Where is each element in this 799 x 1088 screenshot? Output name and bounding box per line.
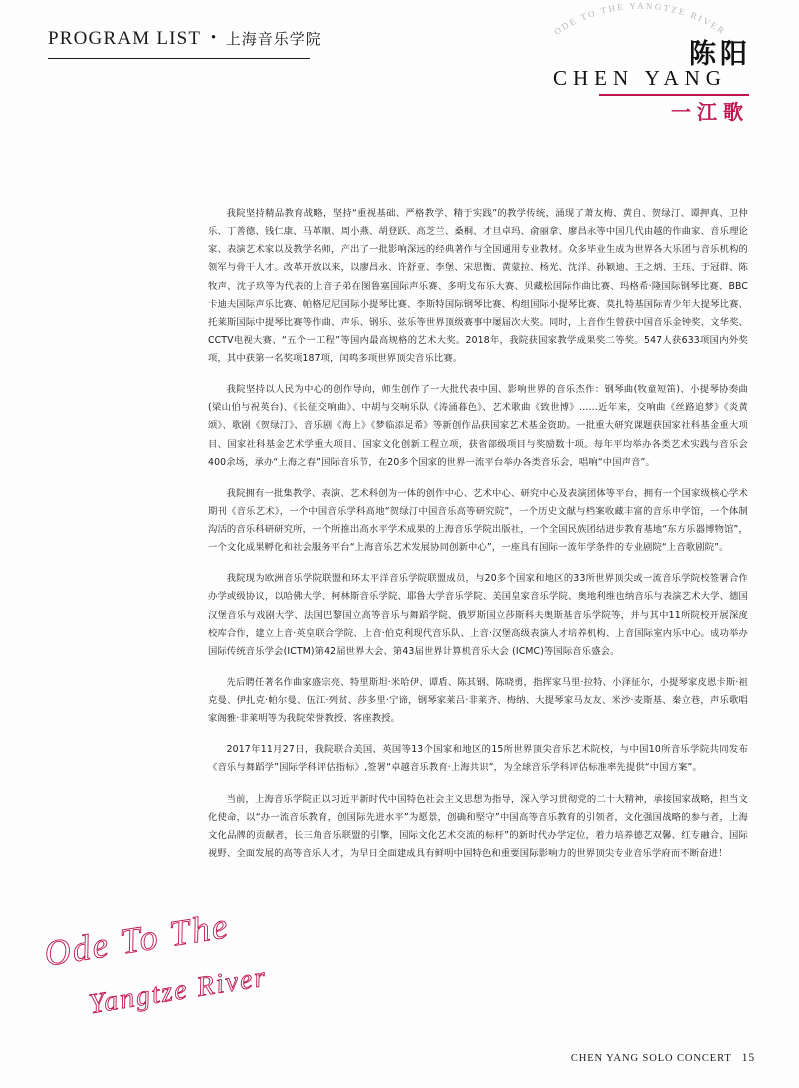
paragraph: 我院坚持精品教育战略，坚持“重视基础、严格教学、精于实践”的教学传统，涌现了萧友梅、黄自、贺绿汀、谭押真、卫仲乐、丁善德、钱仁康、马革顺、周小燕、胡登跃、高芝兰、桑桐、才旦卓玛、俞丽拿、廖昌永等中国几代由越的作曲家、音乐理论家、表演艺术家以及教学名师，产出了一批影响深远的经典著作与全国通用专业教材。众多毕业生成为世界各大乐团与音乐机构的领军与骨干人才。改革开放以来，以廖昌永、许舒亚、李堡、宋思衡、黄蒙拉、杨光、沈洋、孙颖迪、王之炳、王珏、于冠群、陈牧声、沈子玖等为代表的上音子弟在图鲁塞国际声乐赛、多明戈布乐大赛、贝藏松国际作曲比赛、玛格希·隆国际钢琴比赛、BBC卡迪夫国际声乐比赛、帕格尼尼国际小提琴比赛、李斯特国际钢琴比赛、构组国际小提琴比赛、莫扎特基国际青少年大提琴比赛、托莱斯国际中提琴比赛等作曲、声乐、钢乐、弦乐等世界顶级赛事中屡届次大奖。同时，上音作生曾获中国音乐金钟奖、文华奖、CCTV电视大赛、“五个一工程”等国内最高规格的艺术大奖。2018年，我院获国家教学成果奖二等奖。547人获633项国内外奖项，其中获第一名奖项187项，闰鸣多项世界顶尖音乐比赛。 <box>208 208 748 364</box>
header-divider <box>48 58 310 59</box>
script-logo-line1: Ode To The <box>41 916 233 974</box>
paragraph: 我院拥有一批集教学、表演、艺术科创为一体的创作中心、艺术中心、研究中心及表演团体等平台，拥有一个国家级核心学术期刊《音乐艺术》，一个中国音乐学科高地“贺绿汀中国音乐高等研究院”，一个历史文献与档案收藏丰富的音乐申学馆，一个体制沟活的音乐科研研究所，一个所推出高水平学术成果的上海音乐学院出版社，一个全国民族团结进步教育基地“东方乐器博物馆”，一个文化成果孵化和社会服务平台“上海音乐艺术发展协同创新中心”，一座具有国际一流年学条件的专业剧院“上音歌剧院”。 <box>208 487 748 554</box>
logo-arc-label: ODE TO THE YANGTZE RIVER <box>552 0 728 37</box>
article-body <box>208 205 748 876</box>
script-logo <box>38 916 288 1026</box>
header-separator-dot: • <box>211 29 216 44</box>
page-footer <box>571 1052 755 1064</box>
paragraph: 我院现为欧洲音乐学院联盟和环太平洋音乐学院联盟成员，与20多个国家和地区的33所世界顶尖或一流音乐学院校签署合作办学或级协议，以哈佛大学、柯林斯音乐学院、耶鲁大学音乐学院、美国皇家音乐学院、奥地利维也纳音乐与表演艺术大学、德国汉堡音乐与戏剧大学、法国巴黎国立高等音乐与舞蹈学院、俄罗斯国立莎斯科夫奥斯基音乐学院等，并与其中11所院校开展深度校库合作，建立上音·英皇联合学院、上音·伯克利现代音乐队、上音·汉堡高级表演人才培养机构、上音国际室内乐中心。成功举办国际传统音乐学会(ICTM)第42届世界大会、第43届世界计算机音乐大会 (ICMC)等国际音乐盛会。 <box>208 573 748 657</box>
page-title: PROGRAM LIST <box>48 28 202 49</box>
concert-logo <box>525 0 755 124</box>
paragraph: 先后聘任著名作曲家盛宗亮、特里斯坦·米哈伊、谭盾、陈其钢、陈晓勇，指挥家马里·拉特、小泽征尔，小提琴家皮恩卡斯·祖克曼、伊扎克·帕尔曼、伍江·列贫、莎多里·宁谛，钢琴家莱吕·非莱齐、梅纳、大提琴家马友友、米沙·麦斯基、秦立巷，声乐歌唱家阁雅·非莱明等为我院荣誉教授、客座教授。 <box>208 676 748 725</box>
paragraph: 2017年11月27日，我院联合美国、英国等13个国家和地区的15所世界顶尖音乐艺术院校，与中国10所音乐学院共同发布《音乐与舞蹈学”国际学科评估指标》,签署“卓越音乐教育·上海共识”，为全球音乐学科评估标准率先提供“中国方案”。 <box>208 744 748 774</box>
script-logo-graphic <box>38 916 288 1026</box>
logo-name-cn: 陈阳 <box>689 39 751 70</box>
logo-subtitle-cn: 一江歌 <box>671 100 749 124</box>
paragraph: 当前，上海音乐学院正以习近平新时代中国特色社会主义思想为指导，深入学习贯彻党的二十大精神，承接国家战略，担当文化使命，以“办一流音乐教育，创国际先进水平”为愿景，创确和堅守”中国高等音乐教育的引领者，文化强国战略的参与者，上海文化品牌的贡献者，长三角音乐联盟的引擎，国际文化艺术交流的标杆”的新时代办学定位，着力培养德艺双馨、红专融合、国际视野、全面发展的高等音乐人才，为早日全面建成具有鲜明中国特色和重要国际影响力的世界顶尖专业音乐学府而不断奋进！ <box>208 793 748 859</box>
footer-label: CHEN YANG SOLO CONCERT <box>570 1053 732 1064</box>
page-header <box>48 28 322 50</box>
header-subtitle: 上海音乐学院 <box>225 30 322 48</box>
page-number: 15 <box>741 1052 755 1064</box>
script-logo-line2: Yangtze River <box>86 961 270 1021</box>
paragraph: 我院坚持以人民为中心的创作导向，师生创作了一大批代表中国、影响世界的音乐杰作：钢琴曲(牧童短笛)、小提琴协奏曲(梁山伯与祝英台)、《长征交响曲》、中胡与交响乐队《涛涌暮色》、艺术歌曲《致世博》……近年来，交响曲《丝路追梦》《炎黄颂》、歌剧《贺绿汀》、音乐剧《海上》《梦临添足希》等新创作品获国家艺术基金资助。一批重大研究课题获国家社科基金重大项目、国家社科基金艺术学重大项目、国家文化创新工程立项，获省部级项目与奖励数十项。每年平均举办各类艺术实践与音乐会400余场，承办“上海之春”国际音乐节，在20多个国家的世界一流平台举办各类音乐会，唱响“中国声音”。 <box>208 384 748 468</box>
logo-name-en: CHEN YANG <box>553 66 727 90</box>
